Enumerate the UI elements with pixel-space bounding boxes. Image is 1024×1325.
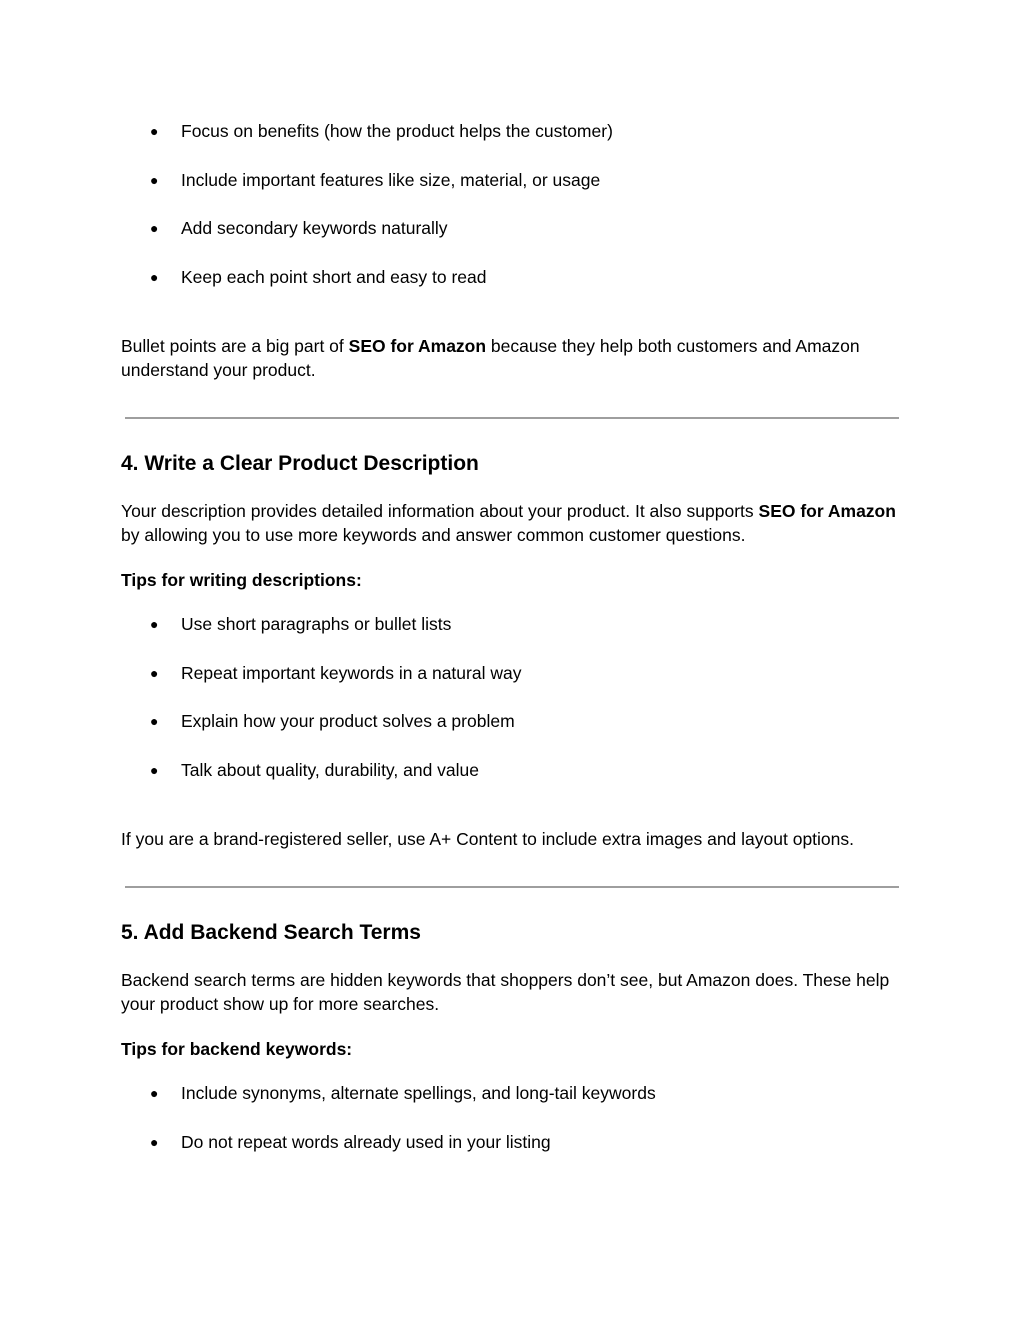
closing-paragraph: If you are a brand-registered seller, use A+ Content to include extra images and layout options. [121,829,855,849]
bullet-icon: ● [150,616,159,632]
list-item-text: Use short paragraphs or bullet lists [181,614,452,634]
section-heading: 5. Add Backend Search Terms [121,921,421,944]
bold-keyword: SEO for Amazon [758,501,896,521]
section-paragraph: Backend search terms are hidden keywords that shoppers don’t see, but Amazon does. These help your product show up for more searches. [121,970,890,1014]
list-item-text: Include synonyms, alternate spellings, and long-tail keywords [181,1083,656,1103]
list-item-text: Repeat important keywords in a natural way [181,663,522,683]
section-paragraph: Your description provides detailed information about your product. It also supports SEO for Amazon by allowing you to use more keywords and answer common customer questions. [121,501,896,545]
list-item-text: Include important features like size, material, or usage [181,170,601,190]
bullet-icon: ● [150,665,159,681]
list-item-text: Add secondary keywords naturally [181,218,448,238]
list-item-text: Talk about quality, durability, and value [181,760,480,780]
section-heading: 4. Write a Clear Product Description [121,452,479,475]
tips-heading: Tips for backend keywords: [121,1039,353,1059]
bullet-icon: ● [150,123,159,139]
bullets-paragraph: Bullet points are a big part of SEO for Amazon because they help both customers and Amazon understand your product. [121,336,860,380]
tips-heading: Tips for writing descriptions: [121,570,362,590]
bullet-icon: ● [150,1085,159,1101]
list-item-text: Keep each point short and easy to read [181,267,487,287]
list-item-text: Explain how your product solves a problem [181,711,515,731]
divider [125,417,899,419]
bold-keyword: SEO for Amazon [348,336,487,356]
bullet-icon: ● [150,220,159,236]
bullet-icon: ● [150,172,159,188]
list-item-text: Do not repeat words already used in your listing [181,1132,551,1152]
bullet-icon: ● [150,269,159,285]
bullet-icon: ● [150,713,159,729]
bullet-icon: ● [150,1134,159,1150]
divider [125,886,899,888]
bullet-icon: ● [150,762,159,778]
list-item-text: Focus on benefits (how the product helps the customer) [181,121,613,141]
